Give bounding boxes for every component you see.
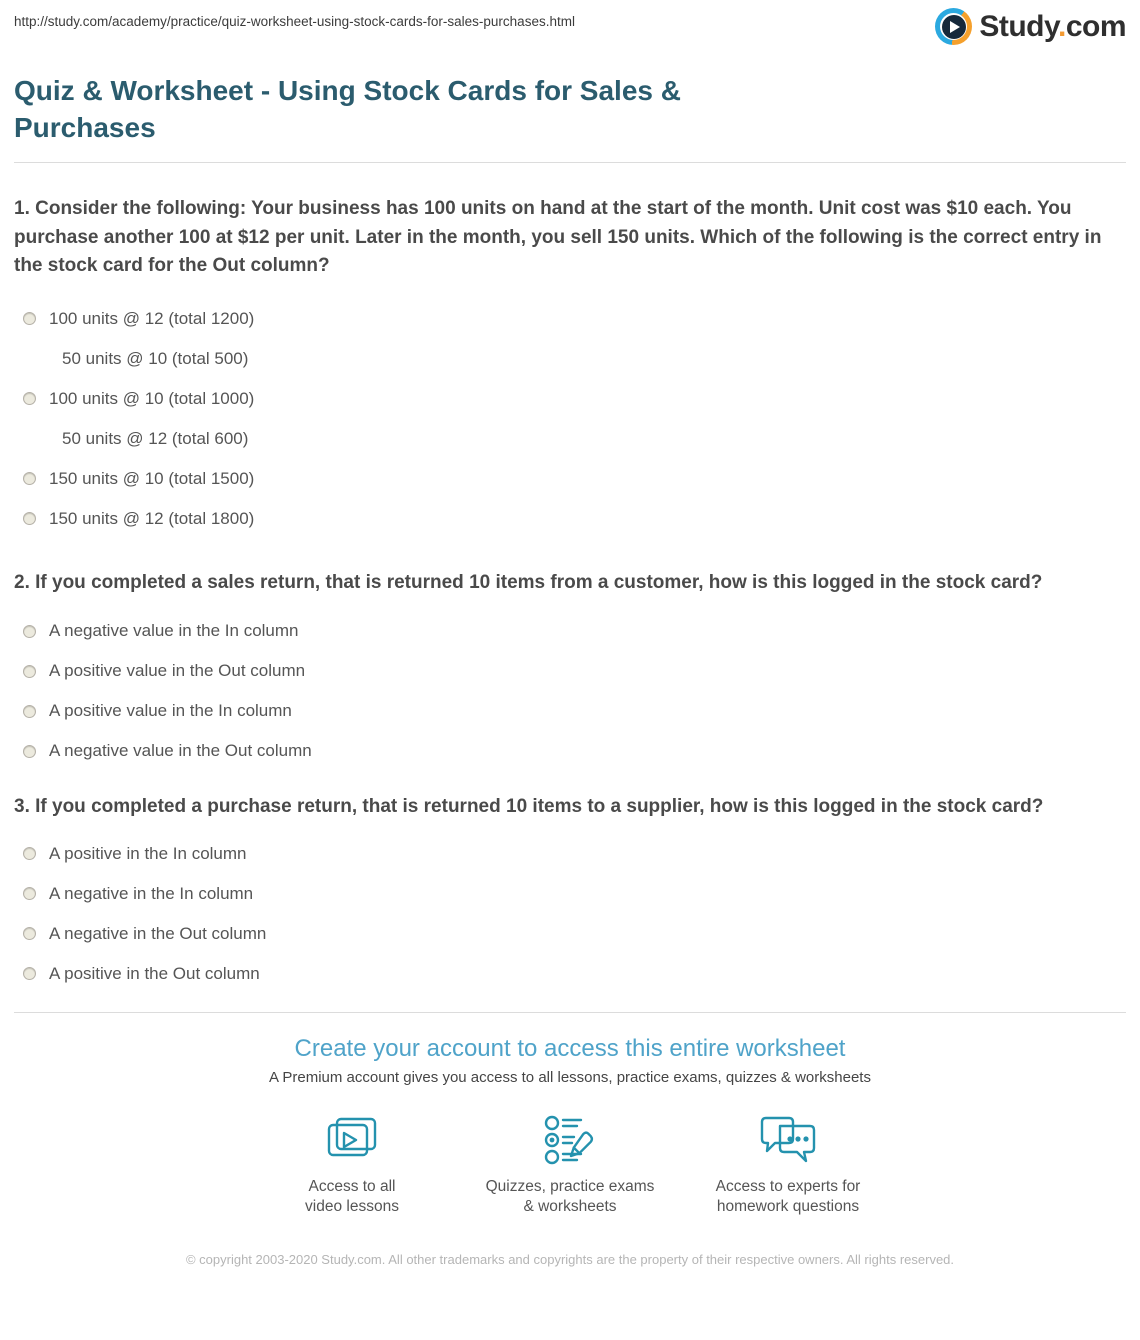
answer-option[interactable] <box>14 299 1126 339</box>
option-label: A negative value in the In column <box>49 621 299 640</box>
feature-label: Access to all video lessons <box>305 1177 399 1215</box>
option-label: 50 units @ 10 (total 500) <box>62 348 249 368</box>
feature-label: Access to experts for homework questions <box>715 1177 861 1215</box>
option-label: 50 units @ 12 (total 600) <box>62 428 249 448</box>
question-1-options <box>14 299 1126 539</box>
radio-button[interactable] <box>23 967 36 980</box>
feature-video-lessons <box>243 1114 461 1217</box>
answer-option[interactable] <box>14 611 1126 651</box>
feature-quizzes-worksheets <box>461 1114 679 1217</box>
option-label: A positive in the In column <box>49 843 247 863</box>
answer-option[interactable] <box>14 499 1126 539</box>
quizzes-worksheets-icon <box>461 1114 679 1166</box>
answer-option[interactable] <box>14 954 1126 994</box>
video-lessons-icon <box>243 1114 461 1166</box>
option-label: A positive value in the In column <box>49 701 292 720</box>
radio-button[interactable] <box>23 887 36 900</box>
answer-option[interactable] <box>14 874 1126 914</box>
option-label: 100 units @ 10 (total 1000) <box>49 388 255 408</box>
answer-option[interactable] <box>14 834 1126 874</box>
answer-option-subline <box>14 339 1126 379</box>
features-row <box>14 1114 1126 1217</box>
option-label: 150 units @ 12 (total 1800) <box>49 508 255 528</box>
answer-option[interactable] <box>14 379 1126 419</box>
cta-divider <box>14 1012 1126 1013</box>
feature-experts-chat <box>679 1114 897 1217</box>
radio-button[interactable] <box>23 472 36 485</box>
option-label: A negative value in the Out column <box>49 741 312 760</box>
feature-label: Quizzes, practice exams & worksheets <box>485 1177 655 1215</box>
question-3-text: 3. If you completed a purchase return, that is returned 10 items to a supplier, how is this logged in the stock card? <box>14 796 1044 817</box>
option-label: 100 units @ 12 (total 1200) <box>49 308 255 328</box>
radio-button[interactable] <box>23 312 36 325</box>
studycom-logo-text: Study.com <box>979 9 1126 43</box>
option-label: A positive in the Out column <box>49 963 260 983</box>
studycom-play-icon <box>935 8 972 45</box>
radio-button[interactable] <box>23 927 36 940</box>
answer-option[interactable] <box>14 914 1126 954</box>
experts-chat-icon <box>679 1114 897 1166</box>
option-label: A negative in the In column <box>49 883 254 903</box>
option-label: 150 units @ 10 (total 1500) <box>49 468 255 488</box>
cta-subheading: A Premium account gives you access to all lessons, practice exams, quizzes & worksheets <box>269 1068 871 1086</box>
cta-section <box>14 1035 1126 1086</box>
question-2-options <box>14 611 1126 771</box>
answer-option[interactable] <box>14 459 1126 499</box>
answer-option-subline <box>14 419 1126 459</box>
radio-button[interactable] <box>23 392 36 405</box>
copyright-notice: © copyright 2003-2020 Study.com. All other trademarks and copyrights are the property of their respective owners. All rights reserved. <box>185 1251 955 1267</box>
answer-option[interactable] <box>14 691 1126 731</box>
studycom-logo[interactable] <box>935 8 1126 45</box>
title-divider <box>14 162 1126 163</box>
question-2-text: 2. If you completed a sales return, that is returned 10 items from a customer, how is this logged in the stock card? <box>14 571 1043 593</box>
answer-option[interactable] <box>14 651 1126 691</box>
page-title: Quiz & Worksheet - Using Stock Cards for Sales & Purchases <box>14 75 681 143</box>
radio-button[interactable] <box>23 665 36 678</box>
answer-option[interactable] <box>14 731 1126 771</box>
question-1-text: 1. Consider the following: Your business has 100 units on hand at the start of the month. Unit cost was $10 each. You purchase another 100 at $12 per unit. Later in the month, you sell 150 units. Which of the following is the correct entry in the stock card for the Out column? <box>14 198 1102 276</box>
radio-button[interactable] <box>23 847 36 860</box>
radio-button[interactable] <box>23 745 36 758</box>
radio-button[interactable] <box>23 512 36 525</box>
radio-button[interactable] <box>23 625 36 638</box>
page-url: http://study.com/academy/practice/quiz-worksheet-using-stock-cards-for-sales-purchases.html <box>14 14 575 29</box>
create-account-link[interactable]: Create your account to access this entire worksheet <box>294 1034 846 1062</box>
option-label: A negative in the Out column <box>49 923 267 943</box>
option-label: A positive value in the Out column <box>49 661 306 680</box>
radio-button[interactable] <box>23 705 36 718</box>
page-header <box>14 0 1126 48</box>
question-3-options <box>14 834 1126 994</box>
